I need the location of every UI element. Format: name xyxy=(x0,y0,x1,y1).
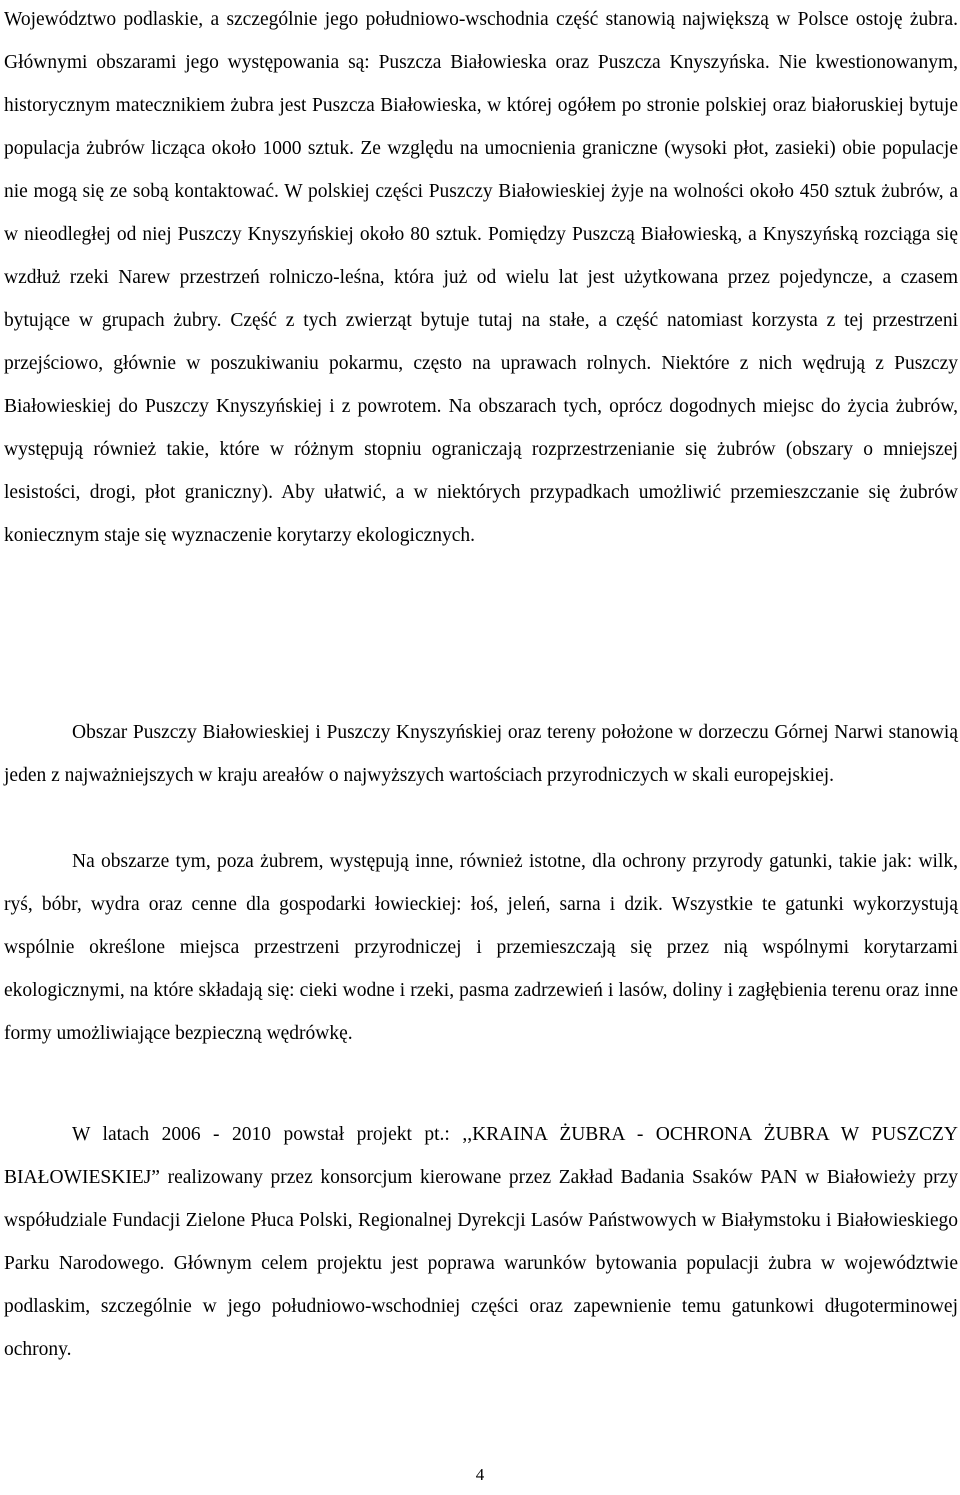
paragraph-natural-value: Obszar Puszczy Białowieskiej i Puszczy Knyszyńskiej oraz tereny położone w dorzeczu Górnej Narwi stanowią jeden z najważniejszych w kraju areałów o najwyższych wartościach przyrodniczych w skali europejskiej. xyxy=(4,722,958,786)
paragraph-bison-habitat: Województwo podlaskie, a szczególnie jego południowo-wschodnia część stanowią największą w Polsce ostoję żubra. Głównymi obszarami jego występowania są: Puszcza Białowieska oraz Puszcza Knyszyńska. Nie kwestionowanym, historycznym matecznikiem żubra jest Puszcza Białowieska, w której ogółem po stronie polskiej oraz białoruskiej bytuje populacja żubrów licząca około 1000 sztuk. Ze względu na umocnienia graniczne (wysoki płot, zasieki) obie populacje nie mogą się ze sobą kontaktować. W polskiej części Puszczy Białowieskiej żyje na wolności około 450 sztuk żubrów, a w nieodległej od niej Puszczy Knyszyńskiej około 80 sztuk. Pomiędzy Puszczą Białowieską, a Knyszyńską rozciąga się wzdłuż rzeki Narew przestrzeń rolniczo-leśna, która już od wielu lat jest użytkowana przez pojedyncze, a czasem bytujące w grupach żubry. Część z tych zwierząt bytuje tutaj na stałe, a część natomiast korzysta z tej przestrzeni przejściowo, głównie w poszukiwaniu pokarmu, często na uprawach rolnych. Niektóre z nich wędrują z Puszczy Białowieskiej do Puszczy Knyszyńskiej i z powrotem. Na obszarach tych, oprócz dogodnych miejsc do życia żubrów, występują również takie, które w różnym stopniu ograniczają rozprzestrzenianie się żubrów (obszary o mniejszej lesistości, drogi, płot graniczny). Aby ułatwić, a w niektórych przypadkach umożliwić przemieszczanie się żubrów koniecznym staje się wyznaczenie korytarzy ekologicznych. xyxy=(4,9,958,546)
page-number: 4 xyxy=(475,1465,485,1484)
paragraph-other-species: Na obszarze tym, poza żubrem, występują inne, również istotne, dla ochrony przyrody gatunki, takie jak: wilk, ryś, bóbr, wydra oraz cenne dla gospodarki łowieckiej: łoś, jeleń, sarna i dzik. Wszystkie te gatunki wykorzystują wspólnie określone miejsca przestrzeni przyrodniczej i przemieszczają się przez nią wspólnymi korytarzami ekologicznymi, na które składają się: cieki wodne i rzeki, pasma zadrzewień i lasów, doliny i zagłębienia terenu oraz inne formy umożliwiające bezpieczną wędrówkę. xyxy=(4,851,958,1044)
paragraph-project: W latach 2006 - 2010 powstał projekt pt.: ,,KRAINA ŻUBRA - OCHRONA ŻUBRA W PUSZCZY BIAŁOWIESKIEJ” realizowany przez konsorcjum kierowane przez Zakład Badania Ssaków PAN w Białowieży przy współudziale Fundacji Zielone Płuca Polski, Regionalnej Dyrekcji Lasów Państwowych w Białymstoku i Białowieskiego Parku Narodowego. Głównym celem projektu jest poprawa warunków bytowania populacji żubra w województwie podlaskim, szczególnie w jego południowo-wschodniej części oraz zapewnienie temu gatunkowi długoterminowej ochrony. xyxy=(4,1124,958,1360)
